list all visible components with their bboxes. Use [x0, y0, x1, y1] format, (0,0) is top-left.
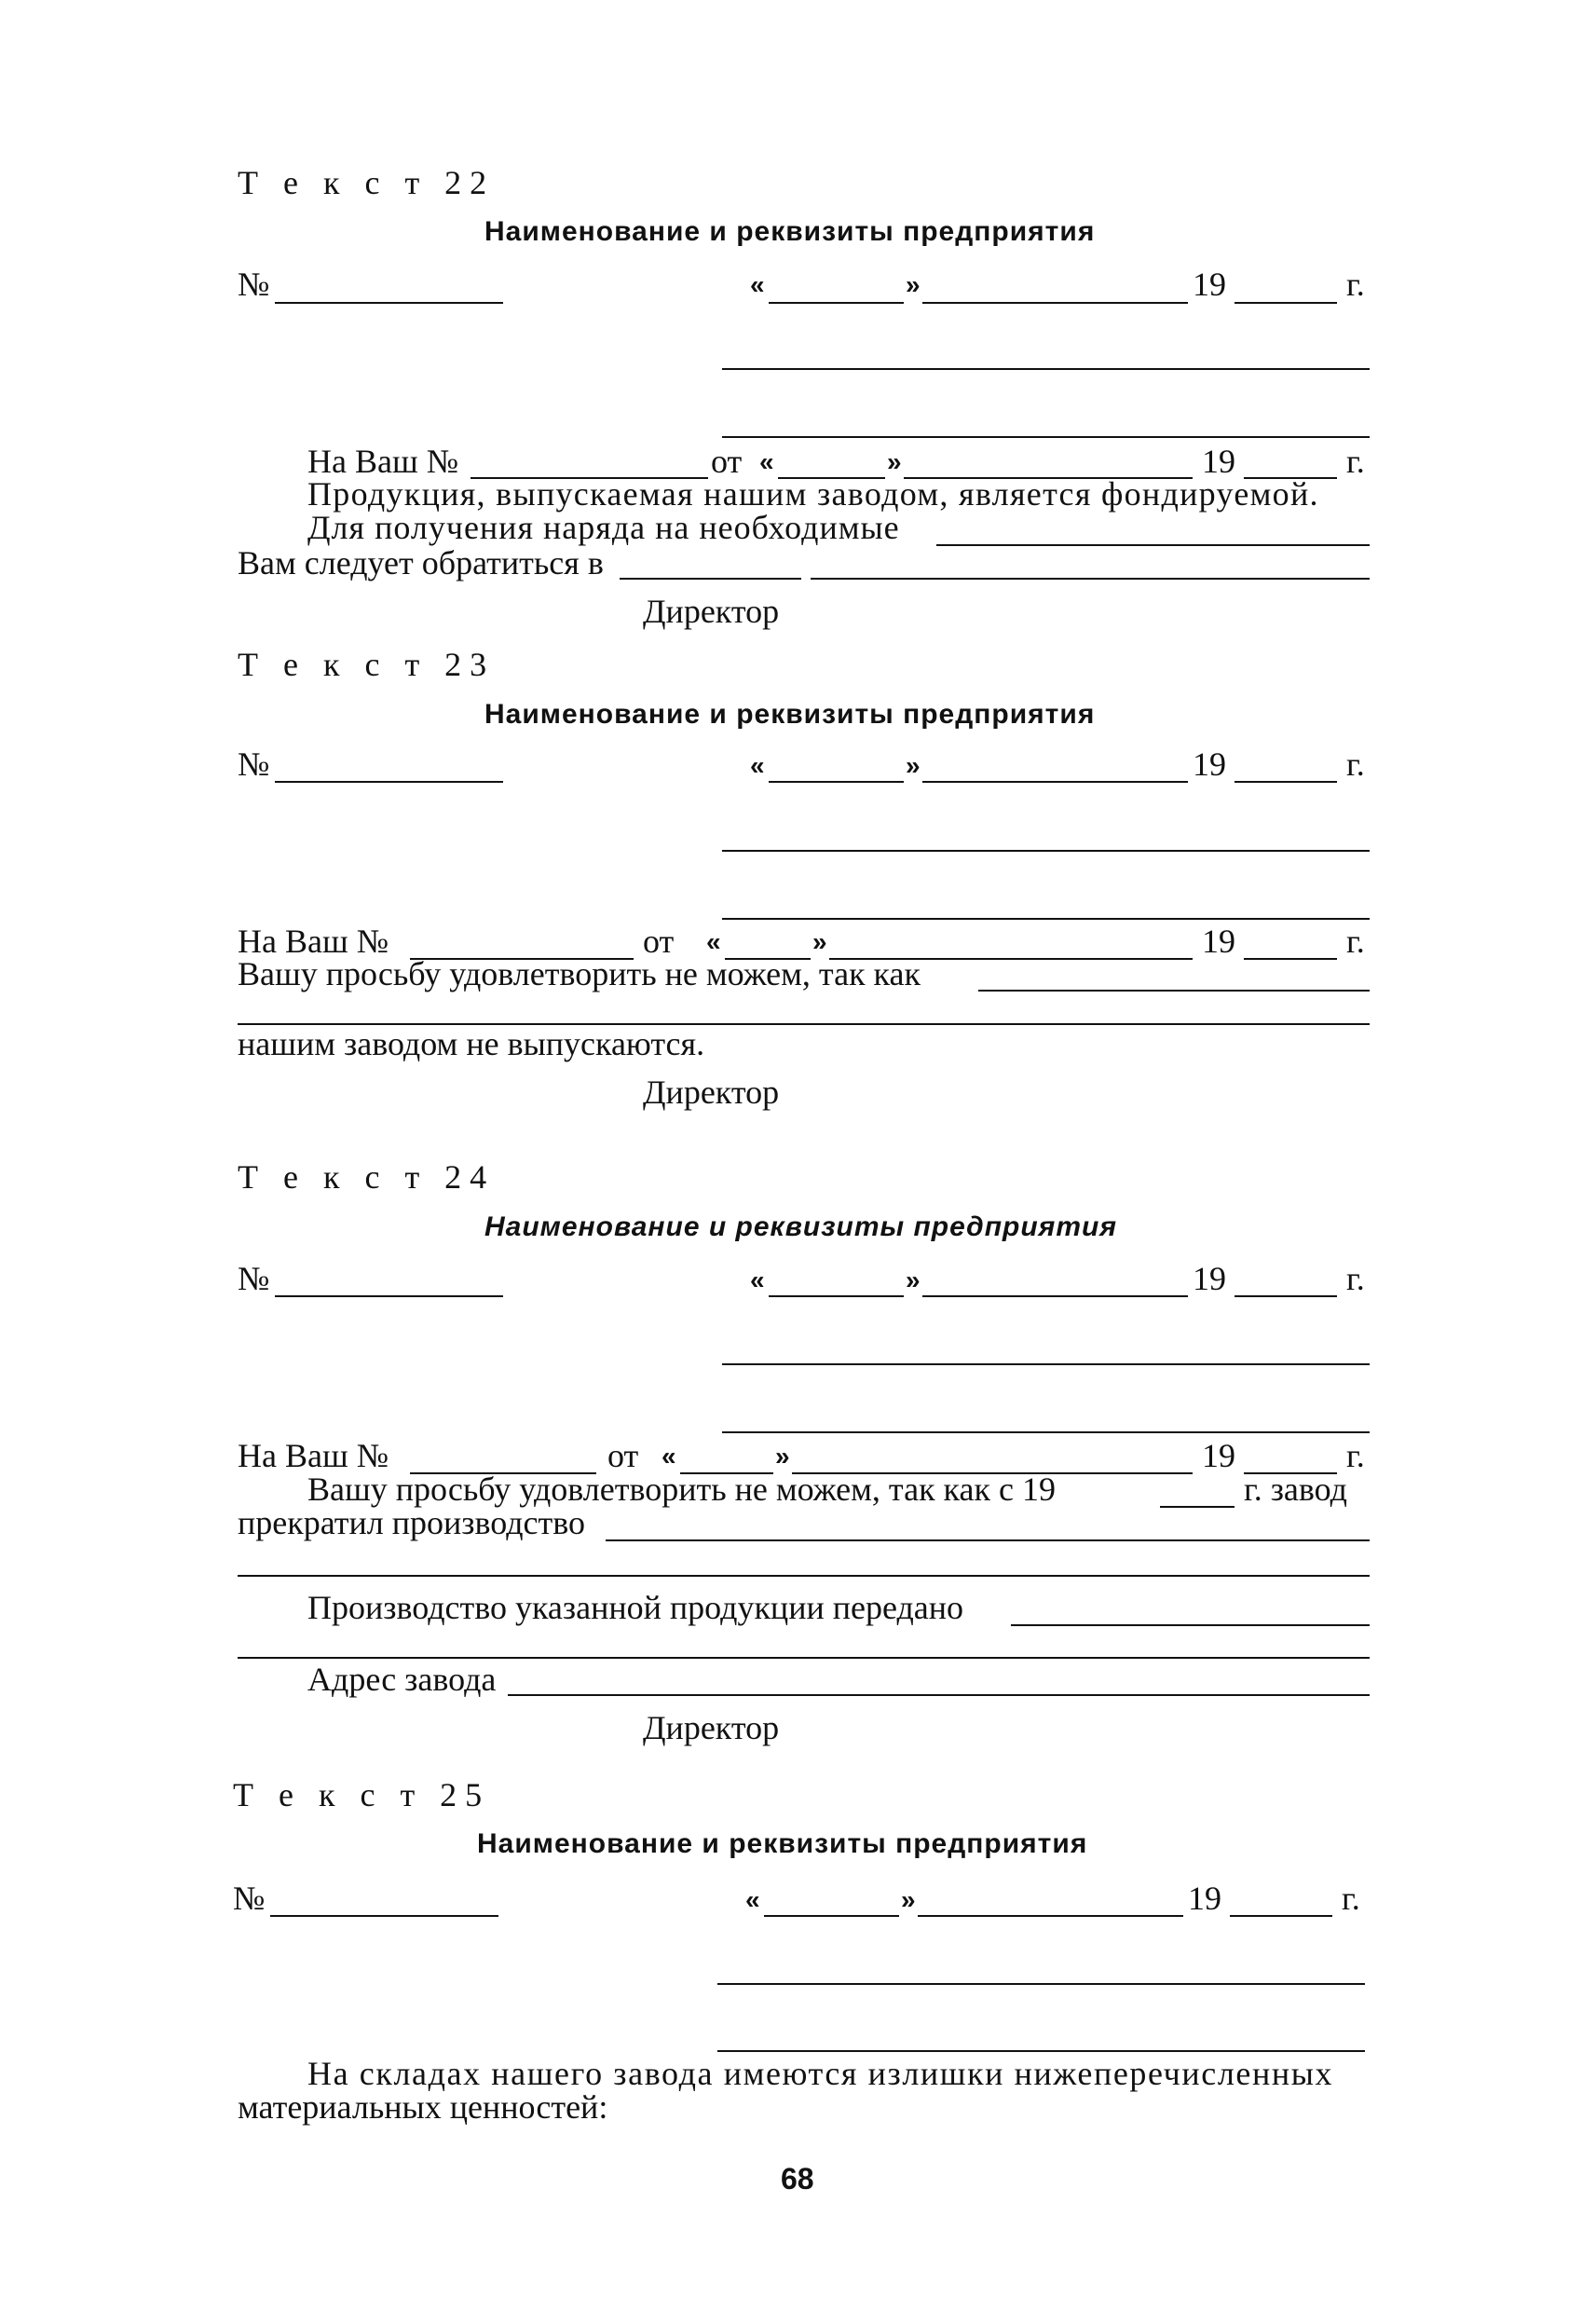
text-24-quote-open: «: [750, 1265, 765, 1294]
text-25-quote-close: »: [901, 1885, 916, 1914]
text-24-production-line-2[interactable]: [238, 1575, 1370, 1577]
text-24-ref-prefix: На Ваш №: [238, 1437, 389, 1474]
text-22-ref-from: от: [711, 443, 743, 480]
text-24-number-line[interactable]: [275, 1295, 503, 1297]
text-23-quote-close: »: [906, 751, 921, 780]
text-23-reason-line[interactable]: [978, 990, 1370, 992]
text-22-heading: Наименование и реквизиты предприятия: [484, 216, 1096, 247]
text-23-label: Т е к с т 23: [238, 646, 496, 683]
text-24-day-line[interactable]: [769, 1295, 904, 1297]
text-23-ref-year-prefix: 19: [1202, 923, 1235, 960]
text-24-ref-quote-close: »: [775, 1442, 790, 1471]
text-24-body-line-3: Производство указанной продукции передано: [307, 1589, 964, 1626]
text-24-year-prefix: 19: [1193, 1260, 1226, 1297]
text-22-month-line[interactable]: [922, 302, 1188, 304]
text-23-addressee-line-1[interactable]: [722, 850, 1370, 852]
text-22-year-prefix: 19: [1193, 266, 1226, 303]
text-24-ref-year-suffix: г.: [1346, 1437, 1365, 1474]
text-24-ref-from: от: [607, 1437, 639, 1474]
text-22-label: Т е к с т 22: [238, 164, 496, 201]
text-24-addressee-line-1[interactable]: [722, 1363, 1370, 1365]
text-25-quote-open: «: [745, 1885, 760, 1914]
text-22-ref-year-prefix: 19: [1202, 443, 1235, 480]
text-22-year-line[interactable]: [1235, 302, 1337, 304]
text-23-body-line-1: Вашу просьбу удовлетворить не можем, так как: [238, 955, 921, 992]
text-24-transfer-line-2[interactable]: [238, 1657, 1370, 1659]
text-22-quote-close: »: [906, 270, 921, 299]
text-25-body-line-2: материальных ценностей:: [238, 2088, 608, 2126]
text-24-ref-quote-open: «: [662, 1442, 676, 1471]
text-23-ref-quote-open: «: [706, 927, 721, 956]
text-23-ref-quote-close: »: [812, 927, 827, 956]
text-24-signature: Директор: [643, 1709, 780, 1746]
text-25-year-line[interactable]: [1230, 1915, 1332, 1917]
text-23-year-prefix: 19: [1193, 746, 1226, 783]
text-22-body-line-1: Продукция, выпускаемая нашим заводом, является фондируемой.: [307, 475, 1319, 513]
page-number: 68: [781, 2162, 814, 2196]
text-22-organization-line-a[interactable]: [620, 578, 801, 580]
text-23-addressee-line-2[interactable]: [722, 918, 1370, 920]
text-24-addressee-line-2[interactable]: [722, 1431, 1370, 1433]
text-24-transfer-line[interactable]: [1011, 1624, 1370, 1626]
text-25-label: Т е к с т 25: [233, 1776, 491, 1813]
text-23-year-suffix: г.: [1346, 746, 1365, 783]
text-23-year-line[interactable]: [1235, 781, 1337, 783]
text-23-ref-prefix: На Ваш №: [238, 923, 389, 960]
text-22-ref-prefix: На Ваш №: [307, 443, 459, 480]
text-24-body-line-1-suffix: г. завод: [1244, 1471, 1347, 1508]
text-25-year-prefix: 19: [1188, 1880, 1221, 1917]
text-22-body-line-2: Для получения наряда на необходимые: [307, 509, 900, 546]
text-24-body-line-2: прекратил производство: [238, 1504, 585, 1541]
text-23-ref-year-suffix: г.: [1346, 923, 1365, 960]
text-25-addressee-line-1[interactable]: [717, 1983, 1365, 1985]
text-24-year-suffix: г.: [1346, 1260, 1365, 1297]
text-22-day-line[interactable]: [769, 302, 904, 304]
text-24-body-line-1: Вашу просьбу удовлетворить не можем, так как с 19: [307, 1471, 1056, 1508]
text-23-month-line[interactable]: [922, 781, 1188, 783]
text-25-body-line-1: На складах нашего завода имеются излишки нижеперечисленных: [307, 2055, 1334, 2092]
text-23-body-line-2: нашим заводом не выпускаются.: [238, 1025, 705, 1062]
text-24-heading: Наименование и реквизиты предприятия: [484, 1211, 1118, 1242]
text-24-year-line[interactable]: [1235, 1295, 1337, 1297]
text-25-year-suffix: г.: [1342, 1880, 1360, 1917]
text-22-ref-quote-close: »: [887, 447, 902, 476]
text-23-signature: Директор: [643, 1074, 780, 1111]
text-22-ref-year-suffix: г.: [1346, 443, 1365, 480]
text-23-quote-open: «: [750, 751, 765, 780]
text-24-production-line[interactable]: [606, 1539, 1370, 1541]
text-22-year-suffix: г.: [1346, 266, 1365, 303]
text-24-body-line-4: Адрес завода: [307, 1661, 497, 1698]
text-22-number-line[interactable]: [275, 302, 503, 304]
text-25-day-line[interactable]: [764, 1915, 899, 1917]
text-24-label: Т е к с т 24: [238, 1158, 496, 1196]
text-22-organization-line-b[interactable]: [811, 578, 1370, 580]
text-24-quote-close: »: [906, 1265, 921, 1294]
text-24-address-line[interactable]: [508, 1694, 1370, 1696]
text-24-ref-year-prefix: 19: [1202, 1437, 1235, 1474]
text-23-number-sign: №: [238, 746, 270, 783]
text-22-addressee-line-2[interactable]: [722, 436, 1370, 438]
text-25-number-line[interactable]: [270, 1915, 498, 1917]
text-22-number-sign: №: [238, 266, 270, 303]
text-23-heading: Наименование и реквизиты предприятия: [484, 699, 1096, 730]
text-23-number-line[interactable]: [275, 781, 503, 783]
text-25-number-sign: №: [233, 1880, 266, 1917]
text-22-body-line-3: Вам следует обратиться в: [238, 544, 604, 581]
text-22-materials-line[interactable]: [936, 544, 1370, 546]
text-24-number-sign: №: [238, 1260, 270, 1297]
text-23-ref-from: от: [643, 923, 675, 960]
text-22-signature: Директор: [643, 593, 780, 630]
text-25-heading: Наименование и реквизиты предприятия: [477, 1828, 1088, 1859]
text-22-quote-open: «: [750, 270, 765, 299]
text-22-ref-quote-open: «: [759, 447, 774, 476]
text-25-month-line[interactable]: [918, 1915, 1183, 1917]
text-22-addressee-line-1[interactable]: [722, 368, 1370, 370]
text-23-ref-year-line[interactable]: [1244, 958, 1337, 960]
text-24-month-line[interactable]: [922, 1295, 1188, 1297]
text-25-addressee-line-2[interactable]: [717, 2050, 1365, 2052]
text-23-day-line[interactable]: [769, 781, 904, 783]
text-24-stop-year-line[interactable]: [1160, 1506, 1235, 1508]
